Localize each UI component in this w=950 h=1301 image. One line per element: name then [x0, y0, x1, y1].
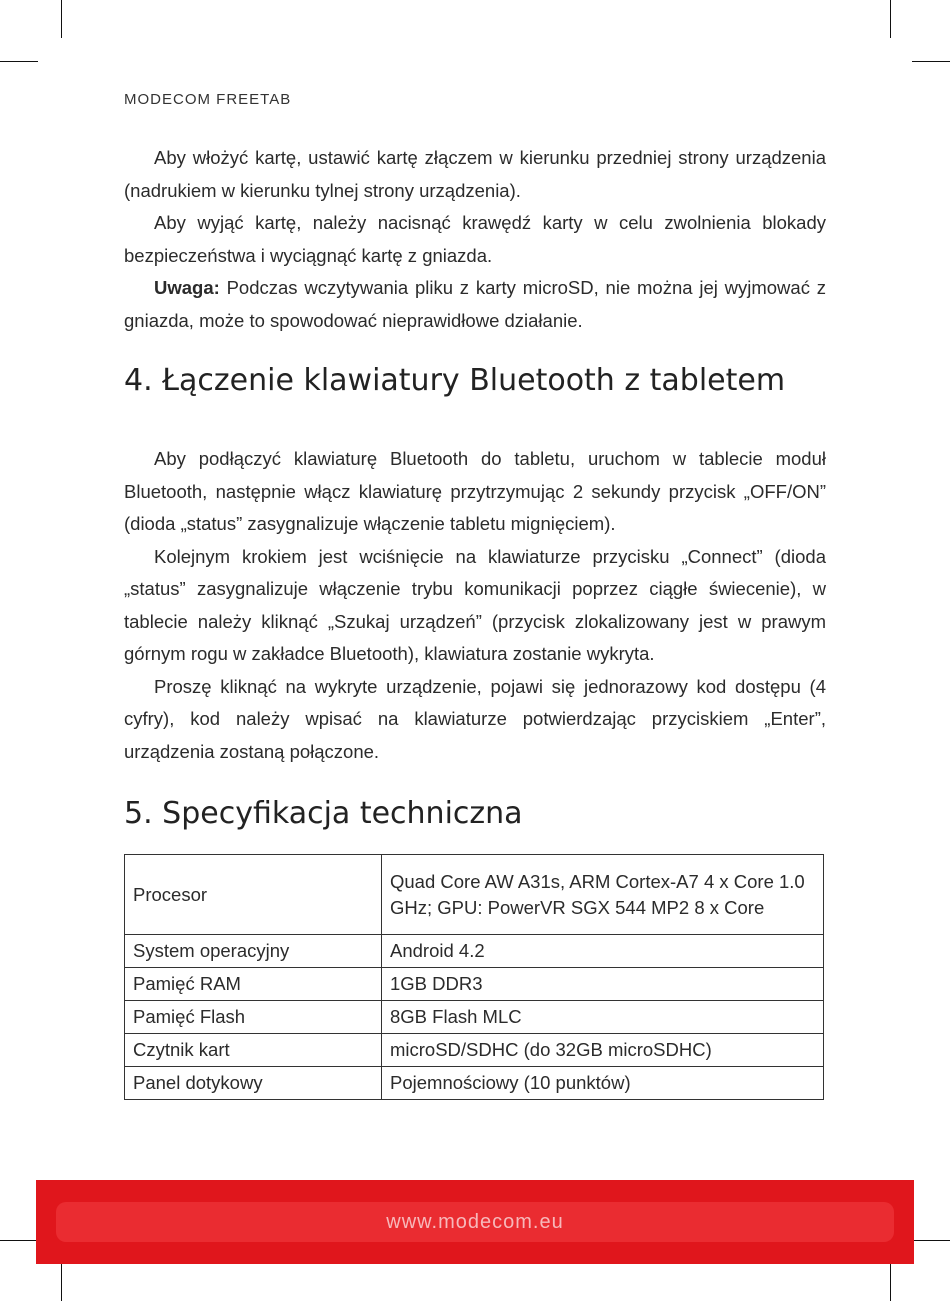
spec-value: 1GB DDR3	[382, 968, 824, 1001]
paragraph-remove-card: Aby wyjąć kartę, należy nacisnąć krawędź karty w celu zwolnienia blokady bezpieczeństwa i wyciągnąć kartę z gniazda.	[124, 212, 826, 266]
section-4-heading: 4. Łączenie klawiatury Bluetooth z tabletem	[124, 363, 786, 398]
section-5-heading: 5. Specyfikacja techniczna	[124, 796, 523, 831]
table-row	[125, 855, 824, 935]
table-row	[125, 935, 824, 968]
spec-value: microSD/SDHC (do 32GB microSDHC)	[382, 1034, 824, 1067]
crop-mark-top-left-h	[0, 61, 38, 62]
paragraph-insert-card: Aby włożyć kartę, ustawić kartę złączem w kierunku przedniej strony urządzenia (nadrukiem w kierunku tylnej strony urządzenia).	[124, 147, 826, 201]
page-content	[124, 142, 826, 1100]
paragraph-warning: Uwaga: Podczas wczytywania pliku z karty microSD, nie można jej wyjmować z gniazda, może to spowodować nieprawidłowe działanie.	[124, 277, 826, 331]
crop-mark-top-right-h	[912, 61, 950, 62]
footer-banner	[36, 1180, 914, 1264]
spec-key: Panel dotykowy	[125, 1067, 382, 1100]
spec-key: Czytnik kart	[125, 1034, 382, 1067]
card-instructions	[124, 142, 826, 337]
paragraph-bluetooth-1: Aby podłączyć klawiaturę Bluetooth do tabletu, uruchom w tablecie moduł Bluetooth, następnie włącz klawiaturę przytrzymując 2 sekundy przycisk „OFF/ON” (dioda „status” zasygnalizuje włączenie tabletu mignięciem).	[124, 448, 826, 534]
spec-value: Android 4.2	[382, 935, 824, 968]
crop-mark-top-right-v	[890, 0, 891, 38]
footer-url[interactable]: www.modecom.eu	[386, 1210, 564, 1233]
crop-mark-bottom-right-h	[912, 1240, 950, 1241]
section-4-body	[124, 443, 826, 768]
running-header: MODECOM FREETAB	[124, 91, 292, 108]
spec-key: System operacyjny	[125, 935, 382, 968]
table-row	[125, 1001, 824, 1034]
table-row	[125, 1034, 824, 1067]
crop-mark-bottom-left-v	[61, 1262, 62, 1301]
spec-key: Pamięć RAM	[125, 968, 382, 1001]
footer-url-pill	[56, 1202, 894, 1242]
spec-table	[124, 854, 824, 1100]
crop-mark-top-left-v	[61, 0, 62, 38]
spec-value: Pojemnościowy (10 punktów)	[382, 1067, 824, 1100]
paragraph-bluetooth-2: Kolejnym krokiem jest wciśnięcie na klawiaturze przycisku „Connect” (dioda „status” zasygnalizuje włączenie trybu komunikacji poprzez ciągłe świecenie), w tablecie należy kliknąć „Szukaj urządzeń” (przycisk zlokalizowany jest w prawym górnym rogu w zakładce Bluetooth), klawiatura zostanie wykryta.	[124, 545, 826, 664]
crop-mark-bottom-left-h	[0, 1240, 38, 1241]
spec-key: Procesor	[125, 855, 382, 935]
paragraph-bluetooth-3: Proszę kliknąć na wykryte urządzenie, pojawi się jednorazowy kod dostępu (4 cyfry), kod należy wpisać na klawiaturze potwierdzając przyciskiem „Enter”, urządzenia zostaną połączone.	[124, 675, 826, 762]
spec-key: Pamięć Flash	[125, 1001, 382, 1034]
spec-value: Quad Core AW A31s, ARM Cortex-A7 4 x Core 1.0 GHz; GPU: PowerVR SGX 544 MP2 8 x Core	[382, 855, 824, 935]
table-row	[125, 1067, 824, 1100]
spec-value: 8GB Flash MLC	[382, 1001, 824, 1034]
table-row	[125, 968, 824, 1001]
warning-label: Uwaga:	[154, 277, 220, 298]
crop-mark-bottom-right-v	[890, 1262, 891, 1301]
